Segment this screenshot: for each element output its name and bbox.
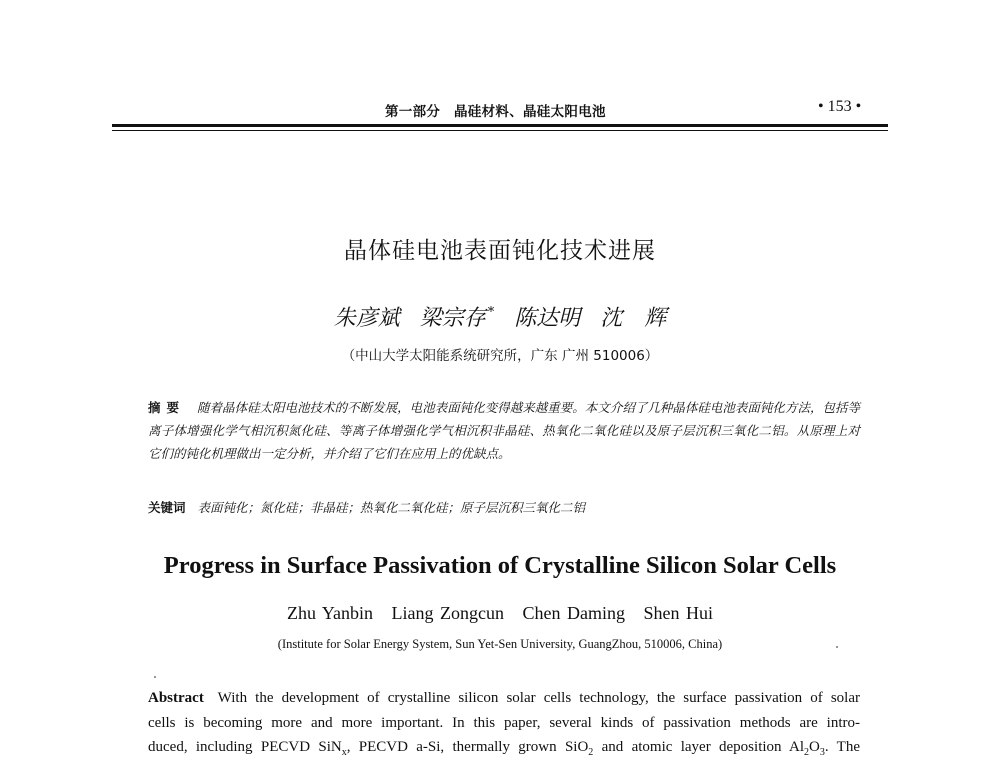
header-rule-thin — [112, 130, 888, 131]
english-abstract-line: duced, including PECVD SiN$_x$, PECVD a-Si, thermally grown SiO$_2$ and atomic layer deposition $Al_2O_3$. The — [148, 739, 860, 758]
scan-speck — [836, 646, 838, 648]
section-title: 第一部分 晶硅材料、晶硅太阳电池 — [385, 104, 606, 120]
english-abstract-line: cells is becoming more and more important. In this paper, several kinds of passivation methods are intro- — [148, 714, 860, 731]
chinese-authors — [0, 301, 1000, 332]
chinese-author: 沈 辉 — [600, 306, 667, 331]
chinese-keywords-label: 关键词 — [148, 500, 186, 515]
running-header — [0, 100, 1000, 122]
english-abstract-label: Abstract — [148, 690, 204, 706]
english-title: Progress in Surface Passivation of Crystalline Silicon Solar Cells — [163, 552, 837, 579]
english-affiliation: (Institute for Solar Energy System, Sun Yet-Sen University, GuangZhou, 510006, China) — [277, 637, 723, 651]
chinese-author: 陈达明 — [514, 306, 581, 331]
chinese-keywords — [148, 498, 860, 516]
chinese-title: 晶体硅电池表面钝化技术进展 — [344, 238, 656, 264]
english-author: Chen Daming — [522, 603, 625, 623]
chinese-author: 朱彦斌 — [333, 306, 400, 331]
english-author: Shen Hui — [643, 603, 713, 623]
chinese-keywords-text: 表面钝化；氮化硅；非晶硅；热氧化二氧化硅；原子层沉积三氧化二铝 — [197, 500, 586, 515]
chinese-affiliation: （中山大学太阳能系统研究所，广东 广州 510006） — [341, 348, 659, 364]
english-authors — [0, 603, 1000, 624]
chinese-abstract-label: 摘要 — [148, 400, 186, 415]
chinese-author: 梁宗存 * — [419, 305, 495, 331]
english-abstract — [148, 686, 860, 766]
chinese-abstract — [148, 396, 860, 465]
corresponding-author-mark: * — [487, 305, 495, 320]
page-number: • 153 • — [818, 98, 862, 115]
chinese-abstract-text: 随着晶体硅太阳电池技术的不断发展，电池表面钝化变得越来越重要。本文介绍了几种晶体硅电池表面钝化方法，包括等离子体增强化学气相沉积氮化硅、等离子体增强化学气相沉积非晶硅、热氧化二氧化硅以及原子层沉积三氧化二铝。从原理上对它们的钝化机理做出一定分析，并介绍了它们在应用上的优缺点。 — [148, 400, 860, 461]
english-author: Zhu Yanbin — [287, 603, 374, 623]
header-rule-thick — [112, 124, 888, 127]
english-author: Liang Zongcun — [391, 603, 504, 623]
scan-speck — [154, 676, 156, 678]
english-abstract-line: Abstract With the development of crystalline silicon solar cells technology, the surface passivation of solar — [148, 690, 860, 706]
